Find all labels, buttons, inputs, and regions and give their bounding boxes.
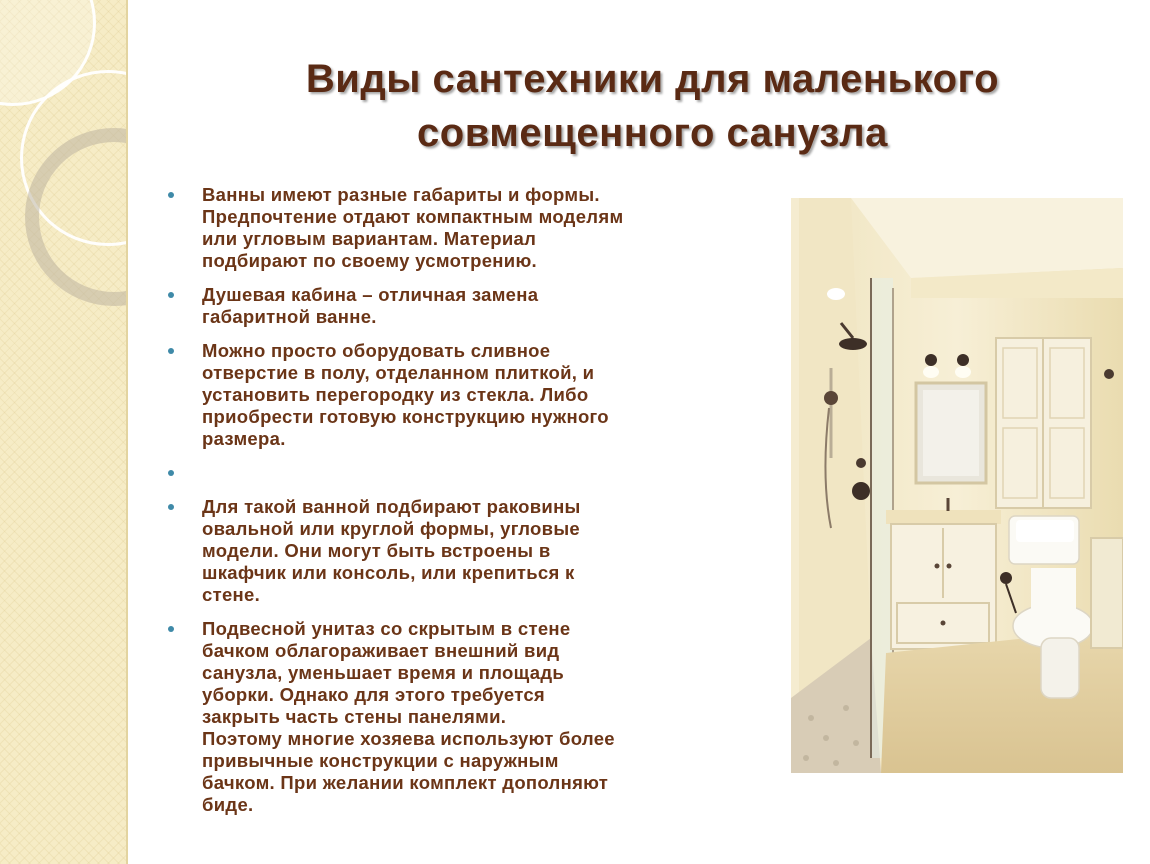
bullet-list — [160, 184, 780, 828]
slide-title-line-2: совмещенного санузла — [417, 111, 888, 155]
bullet-text: Можно просто оборудовать сливное отверстие в полу, отделанном плиткой, и установить перегородку из стекла. Либо приобрести готовую конструкцию нужного размера. — [202, 340, 609, 449]
bullet-dot-icon — [168, 626, 174, 632]
bathroom-photo — [791, 198, 1123, 773]
bullet-dot-icon — [168, 292, 174, 298]
bullet-text: Для такой ванной подбирают раковины овальной или круглой формы, угловые модели. Они могут быть встроены в шкафчик или консоль, или крепиться к стене. — [202, 496, 581, 605]
bullet-item — [160, 184, 780, 272]
bullet-item — [160, 618, 780, 816]
bullet-text: Душевая кабина – отличная замена габаритной ванне. — [202, 284, 539, 327]
decorative-side-strip — [0, 0, 128, 864]
bullet-item — [160, 496, 780, 606]
bullet-item-empty — [160, 462, 780, 484]
slide-title-line-1: Виды сантехники для маленького — [305, 57, 1000, 101]
bullet-item — [160, 284, 780, 328]
bullet-text: Ванны имеют разные габариты и формы. Предпочтение отдают компактным моделям или угловым вариантам. Материал подбирают по своему усмотрению. — [202, 184, 624, 271]
bullet-dot-icon — [168, 348, 174, 354]
bullet-text: Подвесной унитаз со скрытым в стене бачком облагораживает внешний вид санузла, уменьшает время и площадь уборки. Однако для этого требуется закрыть часть стены панелями. Поэтому многие хозяева используют более привычные конструкции с наружным бачком. При желании комплект дополняют биде. — [202, 618, 615, 815]
bullet-dot-icon — [168, 470, 174, 476]
bullet-dot-icon — [168, 192, 174, 198]
bullet-dot-icon — [168, 504, 174, 510]
bullet-item — [160, 340, 780, 450]
slide-title — [170, 52, 1135, 160]
